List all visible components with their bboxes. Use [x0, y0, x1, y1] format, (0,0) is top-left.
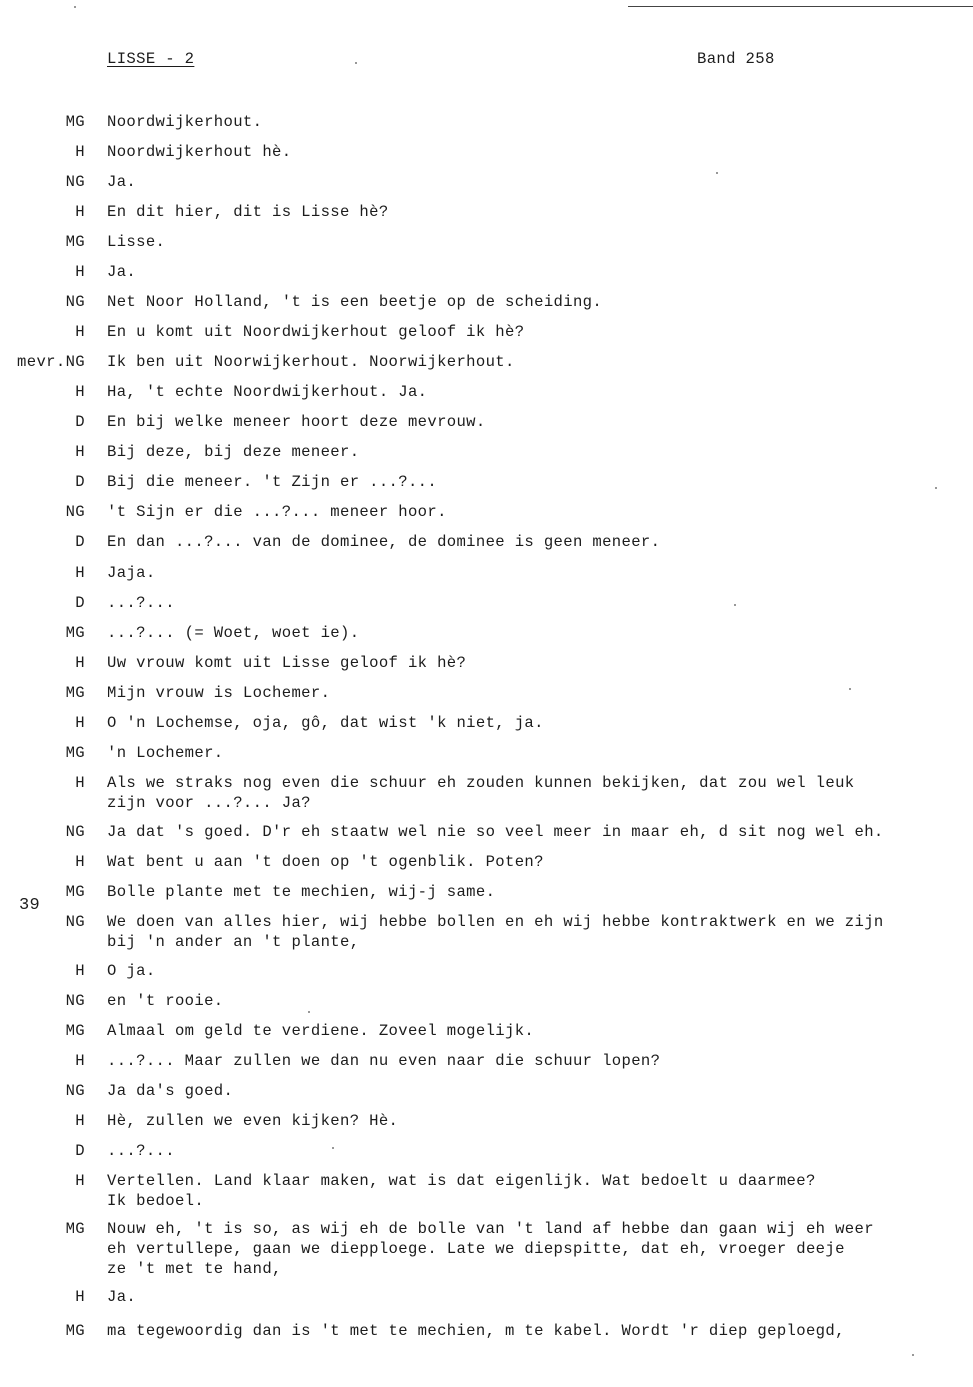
- utterance-text: Vertellen. Land klaar maken, wat is dat eigenlijk. Wat bedoelt u daarmee? Ik bedoel.: [107, 1172, 816, 1210]
- speaker-label: MG: [65, 1220, 85, 1238]
- utterance-text: ...?... (= Woet, woet ie).: [107, 624, 360, 642]
- speaker-label: H: [75, 383, 85, 401]
- utterance-text: ...?...: [107, 1142, 175, 1160]
- utterance-text: En bij welke meneer hoort deze mevrouw.: [107, 413, 486, 431]
- speaker-label: NG: [65, 503, 85, 521]
- speaker-label: MG: [65, 744, 85, 762]
- scan-speck: [74, 6, 76, 8]
- speaker-label: H: [75, 203, 85, 221]
- utterance-text: Jaja.: [107, 564, 156, 582]
- speaker-label: MG: [65, 1322, 85, 1340]
- speaker-label: NG: [65, 293, 85, 311]
- speaker-label: D: [75, 533, 85, 551]
- utterance-text: Als we straks nog even die schuur eh zouden kunnen bekijken, dat zou wel leuk zijn voor ...?... Ja?: [107, 774, 855, 812]
- speaker-label: MG: [65, 624, 85, 642]
- utterance-text: Net Noor Holland, 't is een beetje op de scheiding.: [107, 293, 603, 311]
- utterance-text: ...?...: [107, 594, 175, 612]
- speaker-label: H: [75, 853, 85, 871]
- top-rule: [628, 6, 973, 7]
- utterance-text: O ja.: [107, 962, 156, 980]
- utterance-text: Wat bent u aan 't doen op 't ogenblik. Poten?: [107, 853, 544, 871]
- speaker-label: mevr.NG: [17, 353, 85, 371]
- speaker-label: H: [75, 1288, 85, 1306]
- utterance-text: En dan ...?... van de dominee, de dominee is geen meneer.: [107, 533, 661, 551]
- scan-speck: [716, 172, 718, 174]
- utterance-text: Nouw eh, 't is so, as wij eh de bolle van 't land af hebbe dan gaan wij eh weer eh vertullepe, gaan we diepploege. Late we diepspitte, dat eh, vroeger deeje ze 't met te hand,: [107, 1220, 874, 1278]
- speaker-label: NG: [65, 173, 85, 191]
- speaker-label: H: [75, 323, 85, 341]
- speaker-label: MG: [65, 1022, 85, 1040]
- scan-speck: [935, 487, 937, 489]
- speaker-label: NG: [65, 1082, 85, 1100]
- utterance-text: 'n Lochemer.: [107, 744, 224, 762]
- utterance-text: We doen van alles hier, wij hebbe bollen en eh wij hebbe kontraktwerk en we zijn bij 'n ander an 't plante,: [107, 913, 884, 951]
- scan-speck: [355, 62, 357, 64]
- utterance-text: Lisse.: [107, 233, 166, 251]
- utterance-text: En u komt uit Noordwijkerhout geloof ik hè?: [107, 323, 525, 341]
- scan-speck: [308, 1011, 310, 1013]
- utterance-text: Uw vrouw komt uit Lisse geloof ik hè?: [107, 654, 467, 672]
- speaker-label: H: [75, 564, 85, 582]
- utterance-text: Ja dat 's goed. D'r eh staatw wel nie so veel meer in maar eh, d sit nog wel eh.: [107, 823, 884, 841]
- speaker-label: H: [75, 714, 85, 732]
- scan-speck: [332, 1147, 334, 1149]
- speaker-label: D: [75, 413, 85, 431]
- utterance-text: En dit hier, dit is Lisse hè?: [107, 203, 389, 221]
- utterance-text: Ja.: [107, 263, 137, 281]
- speaker-label: H: [75, 654, 85, 672]
- page-title: LISSE - 2: [107, 50, 195, 68]
- utterance-text: Ik ben uit Noorwijkerhout. Noorwijkerhout.: [107, 353, 515, 371]
- speaker-label: H: [75, 962, 85, 980]
- utterance-text: Bij deze, bij deze meneer.: [107, 443, 360, 461]
- speaker-label: NG: [65, 913, 85, 931]
- utterance-text: Bolle plante met te mechien, wij-j same.: [107, 883, 496, 901]
- speaker-label: H: [75, 263, 85, 281]
- speaker-label: MG: [65, 684, 85, 702]
- utterance-text: O 'n Lochemse, oja, gô, dat wist 'k niet, ja.: [107, 714, 544, 732]
- speaker-label: NG: [65, 992, 85, 1010]
- utterance-text: Noordwijkerhout hè.: [107, 143, 292, 161]
- margin-note: 39: [19, 896, 41, 915]
- utterance-text: Ja.: [107, 1288, 137, 1306]
- speaker-label: NG: [65, 823, 85, 841]
- speaker-label: MG: [65, 233, 85, 251]
- speaker-label: D: [75, 1142, 85, 1160]
- speaker-label: H: [75, 1052, 85, 1070]
- utterance-text: Ja da's goed.: [107, 1082, 234, 1100]
- speaker-label: D: [75, 473, 85, 491]
- utterance-text: Almaal om geld te verdiene. Zoveel mogelijk.: [107, 1022, 535, 1040]
- speaker-label: D: [75, 594, 85, 612]
- utterance-text: Hè, zullen we even kijken? Hè.: [107, 1112, 399, 1130]
- tape-number: Band 258: [697, 50, 775, 68]
- scan-speck: [734, 604, 736, 606]
- utterance-text: Ja.: [107, 173, 137, 191]
- utterance-text: 't Sijn er die ...?... meneer hoor.: [107, 503, 447, 521]
- speaker-label: H: [75, 1172, 85, 1190]
- speaker-label: H: [75, 443, 85, 461]
- utterance-text: ma tegewoordig dan is 't met te mechien, m te kabel. Wordt 'r diep geploegd,: [107, 1322, 845, 1340]
- speaker-label: H: [75, 774, 85, 792]
- speaker-label: H: [75, 143, 85, 161]
- utterance-text: Ha, 't echte Noordwijkerhout. Ja.: [107, 383, 428, 401]
- speaker-label: H: [75, 1112, 85, 1130]
- utterance-text: Bij die meneer. 't Zijn er ...?...: [107, 473, 438, 491]
- speaker-label: MG: [65, 113, 85, 131]
- utterance-text: Mijn vrouw is Lochemer.: [107, 684, 331, 702]
- scan-speck: [912, 1354, 914, 1356]
- scan-speck: [849, 688, 851, 690]
- utterance-text: ...?... Maar zullen we dan nu even naar die schuur lopen?: [107, 1052, 661, 1070]
- utterance-text: en 't rooie.: [107, 992, 224, 1010]
- speaker-label: MG: [65, 883, 85, 901]
- utterance-text: Noordwijkerhout.: [107, 113, 263, 131]
